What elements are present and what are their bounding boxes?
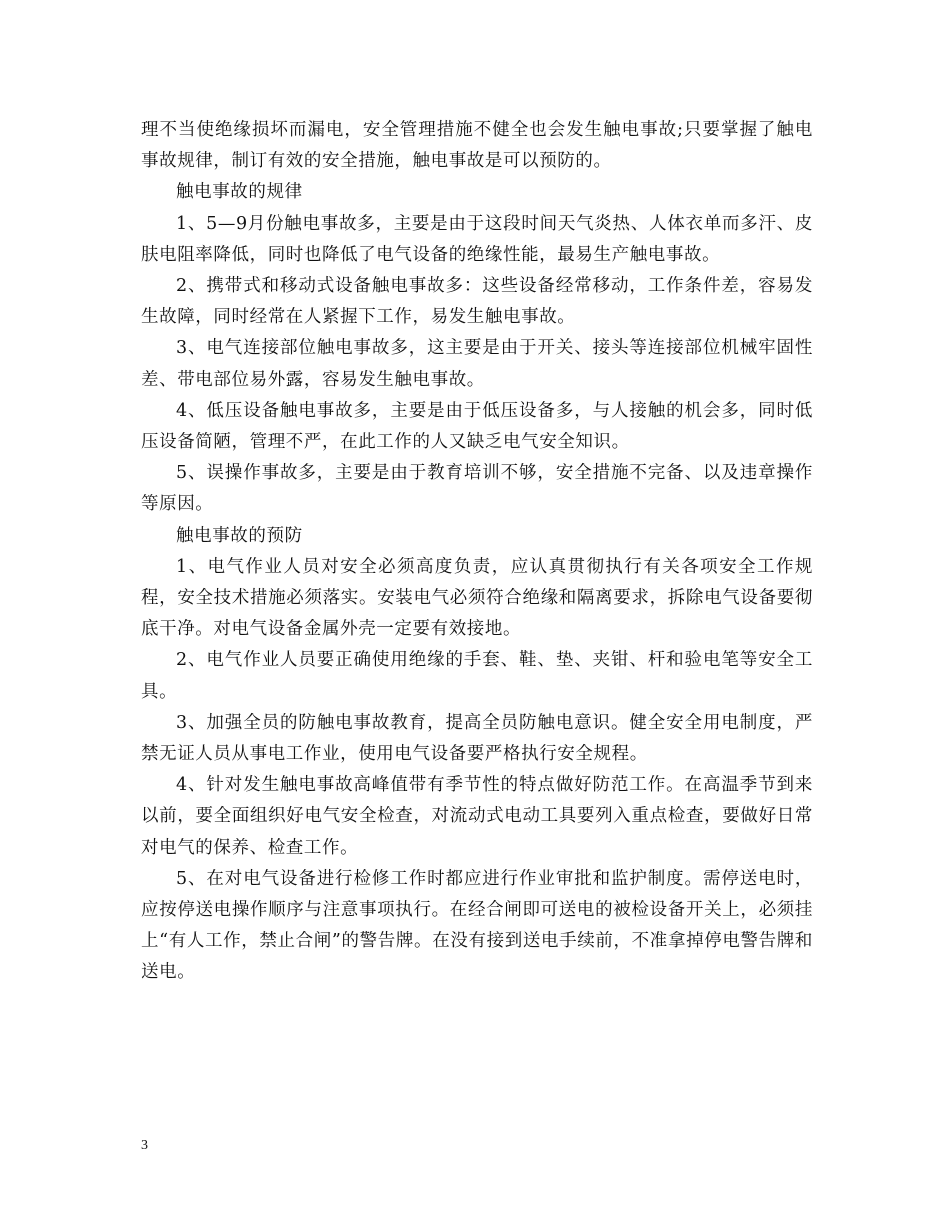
rule-item-5: 5、误操作事故多，主要是由于教育培训不够，安全措施不完备、以及违章操作等原因。 bbox=[141, 463, 813, 515]
page-number: 3 bbox=[141, 1138, 148, 1153]
prevention-item-2: 2、电气作业人员要正确使用绝缘的手套、鞋、垫、夹钳、杆和验电笔等安全工具。 bbox=[141, 650, 813, 702]
rule-item-1: 1、5—9月份触电事故多，主要是由于这段时间天气炎热、人体衣单而多汗、皮肤电阻率降低，同时也降低了电气设备的绝缘性能，最易生产触电事故。 bbox=[141, 213, 813, 265]
prevention-item-1: 1、电气作业人员对安全必须高度负责，应认真贯彻执行有关各项安全工作规程，安全技术措施必须落实。安装电气必须符合绝缘和隔离要求，拆除电气设备要彻底干净。对电气设备金属外壳一定要有效接地。 bbox=[141, 556, 813, 640]
rule-item-3: 3、电气连接部位触电事故多，这主要是由于开关、接头等连接部位机械牢固性差、带电部位易外露，容易发生触电事故。 bbox=[141, 338, 813, 390]
paragraph-continuation: 理不当使绝缘损坏而漏电，安全管理措施不健全也会发生触电事故;只要掌握了触电事故规律，制订有效的安全措施，触电事故是可以预防的。 bbox=[141, 120, 813, 172]
rule-item-4: 4、低压设备触电事故多，主要是由于低压设备多，与人接触的机会多，同时低压设备简陋，管理不严，在此工作的人又缺乏电气安全知识。 bbox=[141, 400, 813, 453]
prevention-item-5: 5、在对电气设备进行检修工作时都应进行作业审批和监护制度。需停送电时，应按停送电操作顺序与注意事项执行。在经合闸即可送电的被检设备开关上，必须挂上“有人工作，禁止合闸”的警告牌。在没有接到送电手续前，不准拿掉停电警告牌和送电。 bbox=[141, 868, 813, 983]
section-heading-rules: 触电事故的规律 bbox=[176, 182, 303, 203]
rule-item-2: 2、携带式和移动式设备触电事故多：这些设备经常移动，工作条件差，容易发生故障，同时经常在人紧握下工作，易发生触电事故。 bbox=[141, 276, 813, 328]
prevention-item-3: 3、加强全员的防触电事故教育，提高全员防触电意识。健全安全用电制度，严禁无证人员从事电工作业，使用电气设备要严格执行安全规程。 bbox=[141, 712, 813, 765]
section-heading-prevention: 触电事故的预防 bbox=[176, 525, 303, 546]
document-body bbox=[141, 115, 813, 989]
prevention-item-4: 4、针对发生触电事故高峰值带有季节性的特点做好防范工作。在高温季节到来以前，要全面组织好电气安全检查，对流动式电动工具要列入重点检查，要做好日常对电气的保养、检查工作。 bbox=[141, 775, 813, 858]
